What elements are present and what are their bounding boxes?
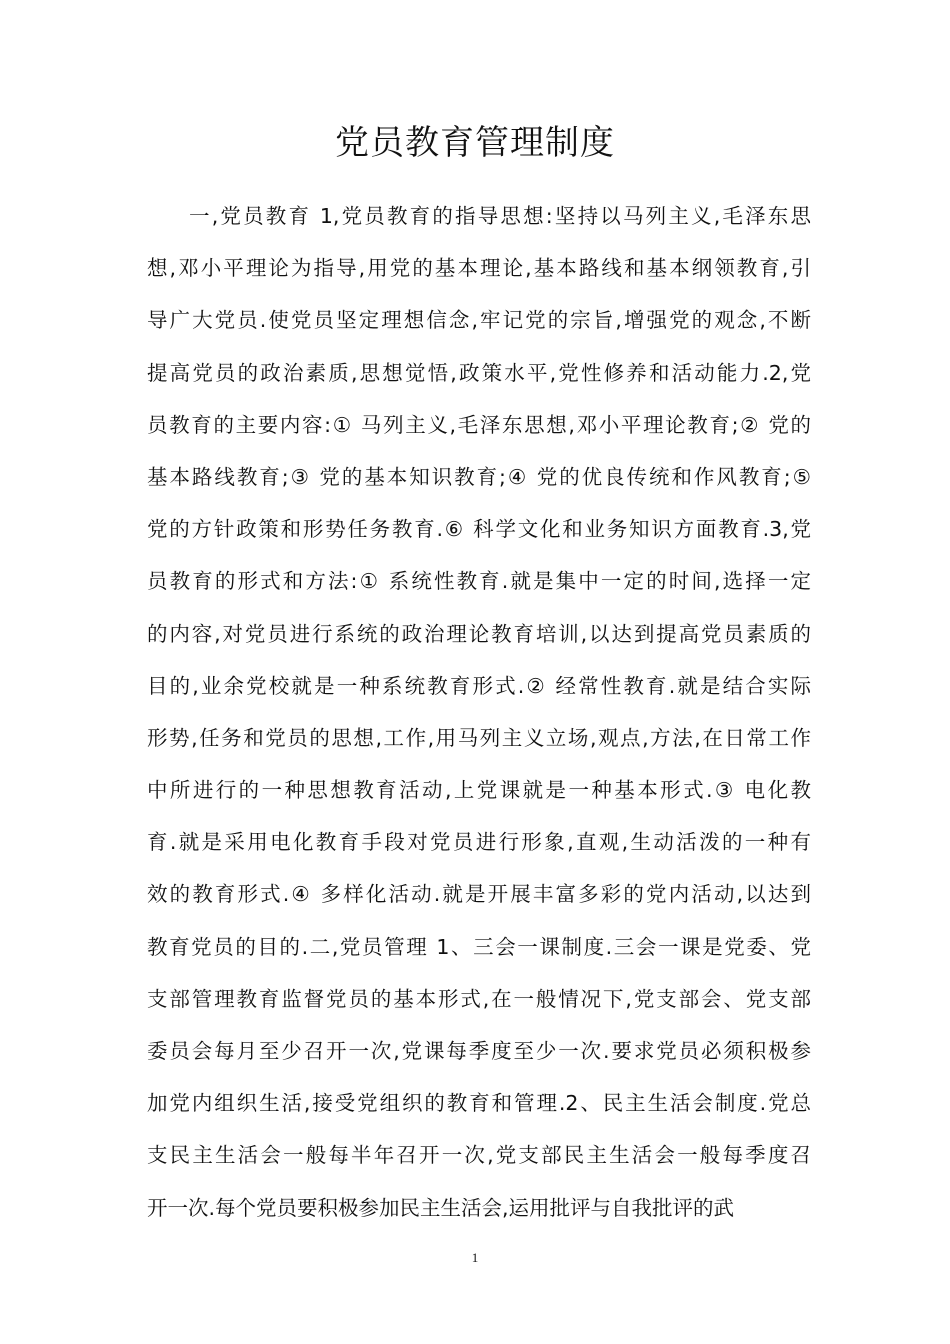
body-line: 支民主生活会一般每半年召开一次,党支部民主生活会一般每季度召: [147, 1143, 811, 1168]
body-line: 加党内组织生活,接受党组织的教育和管理.2、民主生活会制度.党总: [147, 1091, 811, 1116]
document-title: 党员教育管理制度: [335, 123, 615, 163]
body-line: 委员会每月至少召开一次,党课每季度至少一次.要求党员必须积极参: [147, 1039, 811, 1063]
body-line: 开一次.每个党员要积极参加民主生活会,运用批评与自我批评的武: [147, 1195, 735, 1220]
body-line: 导广大党员.使党员坚定理想信念,牢记党的宗旨,增强党的观念,不断: [147, 308, 811, 333]
body-line: 中所进行的一种思想教育活动,上党课就是一种基本形式.③ 电化教: [147, 778, 811, 803]
body-line: 效的教育形式.④ 多样化活动.就是开展丰富多彩的党内活动,以达到: [147, 882, 811, 907]
body-line: 育.就是采用电化教育手段对党员进行形象,直观,生动活泼的一种有: [147, 830, 811, 855]
body-line: 支部管理教育监督党员的基本形式,在一般情况下,党支部会、党支部: [147, 986, 811, 1011]
body-line: 形势,任务和党员的思想,工作,用马列主义立场,观点,方法,在日常工作: [147, 725, 811, 750]
body-line: 员教育的主要内容:① 马列主义,毛泽东思想,邓小平理论教育;② 党的: [147, 412, 811, 437]
body-line: 一,党员教育 1,党员教育的指导思想:坚持以马列主义,毛泽东思: [189, 204, 811, 228]
body-line: 目的,业余党校就是一种系统教育形式.② 经常性教育.就是结合实际: [147, 673, 811, 698]
body-line: 党的方针政策和形势任务教育.⑥ 科学文化和业务知识方面教育.3,党: [147, 517, 811, 542]
body-line: 教育党员的目的.二,党员管理 1、三会一课制度.三会一课是党委、党: [147, 934, 811, 959]
body-line: 想,邓小平理论为指导,用党的基本理论,基本路线和基本纲领教育,引: [147, 256, 811, 281]
body-line: 基本路线教育;③ 党的基本知识教育;④ 党的优良传统和作风教育;⑤: [147, 464, 811, 489]
body-line: 提高党员的政治素质,思想觉悟,政策水平,党性修养和活动能力.2,党: [147, 360, 811, 385]
body-line: 员教育的形式和方法:① 系统性教育.就是集中一定的时间,选择一定: [147, 569, 811, 594]
document-body: [147, 190, 811, 1234]
page-number: 1: [471, 1250, 479, 1265]
body-line: 的内容,对党员进行系统的政治理论教育培训,以达到提高党员素质的: [147, 621, 811, 646]
